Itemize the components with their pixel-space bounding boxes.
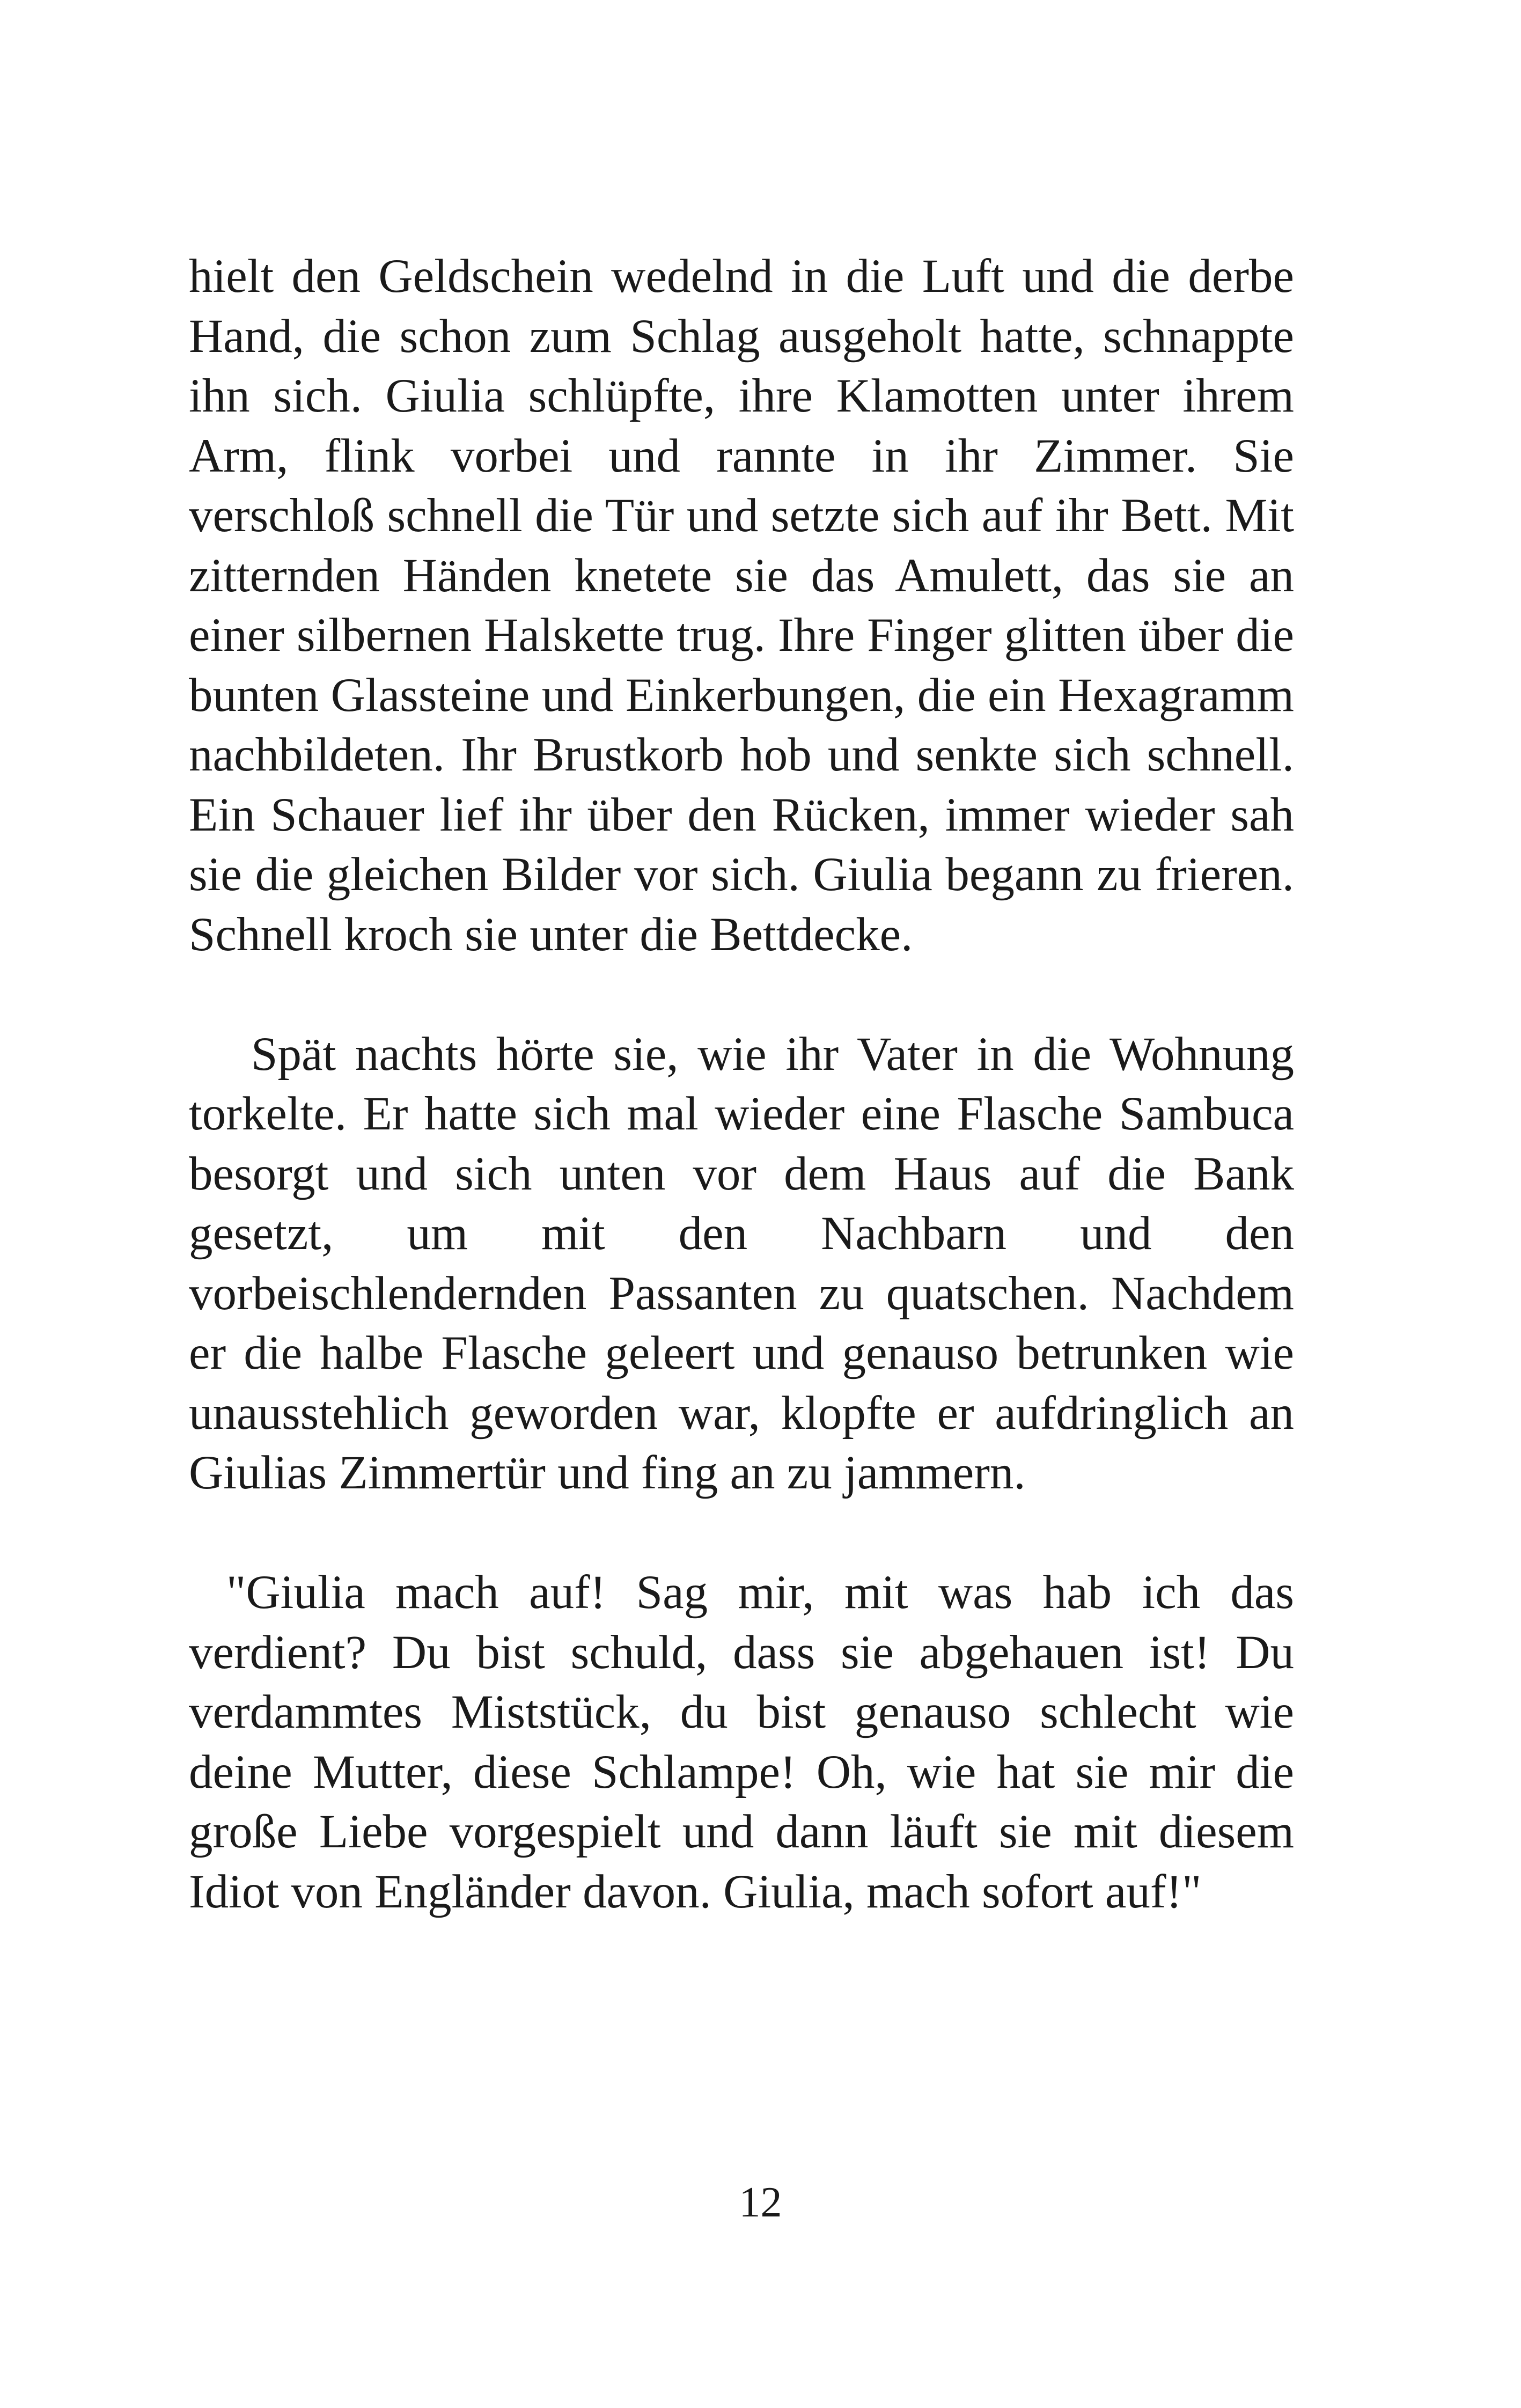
body-text [189,247,1294,1922]
paragraph-3: "Giulia mach auf! Sag mir, mit was hab ich das verdient? Du bist schuld, dass sie abgehauen ist! Du verdammtes Miststück, du bist genauso schlecht wie deine Mutter, diese Schlampe! Oh, wie hat sie mir die große Liebe vorgespielt und dann läuft sie mit diesem Idiot von Engländer davon. Giulia, mach sofort auf!" [189,1566,1294,1918]
page-number: 12 [739,2179,782,2226]
paragraph-1: hielt den Geldschein wedelnd in die Luft und die derbe Hand, die schon zum Schlag ausgeholt hatte, schnappte ihn sich. Giulia schlüpfte, ihre Klamotten unter ihrem Arm, flink vorbei und rannte in ihr Zimmer. Sie verschloß schnell die Tür und setzte sich auf ihr Bett. Mit zitternden Händen knetete sie das Amulett, das sie an einer silbernen Halskette trug. Ihre Finger glitten über die bunten Glassteine und Einkerbungen, die ein Hexagramm nachbildeten. Ihr Brustkorb hob und senkte sich schnell. Ein Schauer lief ihr über den Rücken, immer wieder sah sie die gleichen Bilder vor sich. Giulia begann zu frieren. Schnell kroch sie unter die Bettdecke. [189,250,1294,961]
paragraph-2: Spät nachts hörte sie, wie ihr Vater in die Wohnung torkelte. Er hatte sich mal wieder eine Flasche Sambuca besorgt und sich unten vor dem Haus auf die Bank gesetzt, um mit den Nachbarn und den vorbeischlendernden Passanten zu quatschen. Nachdem er die halbe Flasche geleert und genauso betrunken wie unausstehlich geworden war, klopfte er aufdringlich an Giulias Zimmertür und fing an zu jammern. [189,1027,1294,1499]
